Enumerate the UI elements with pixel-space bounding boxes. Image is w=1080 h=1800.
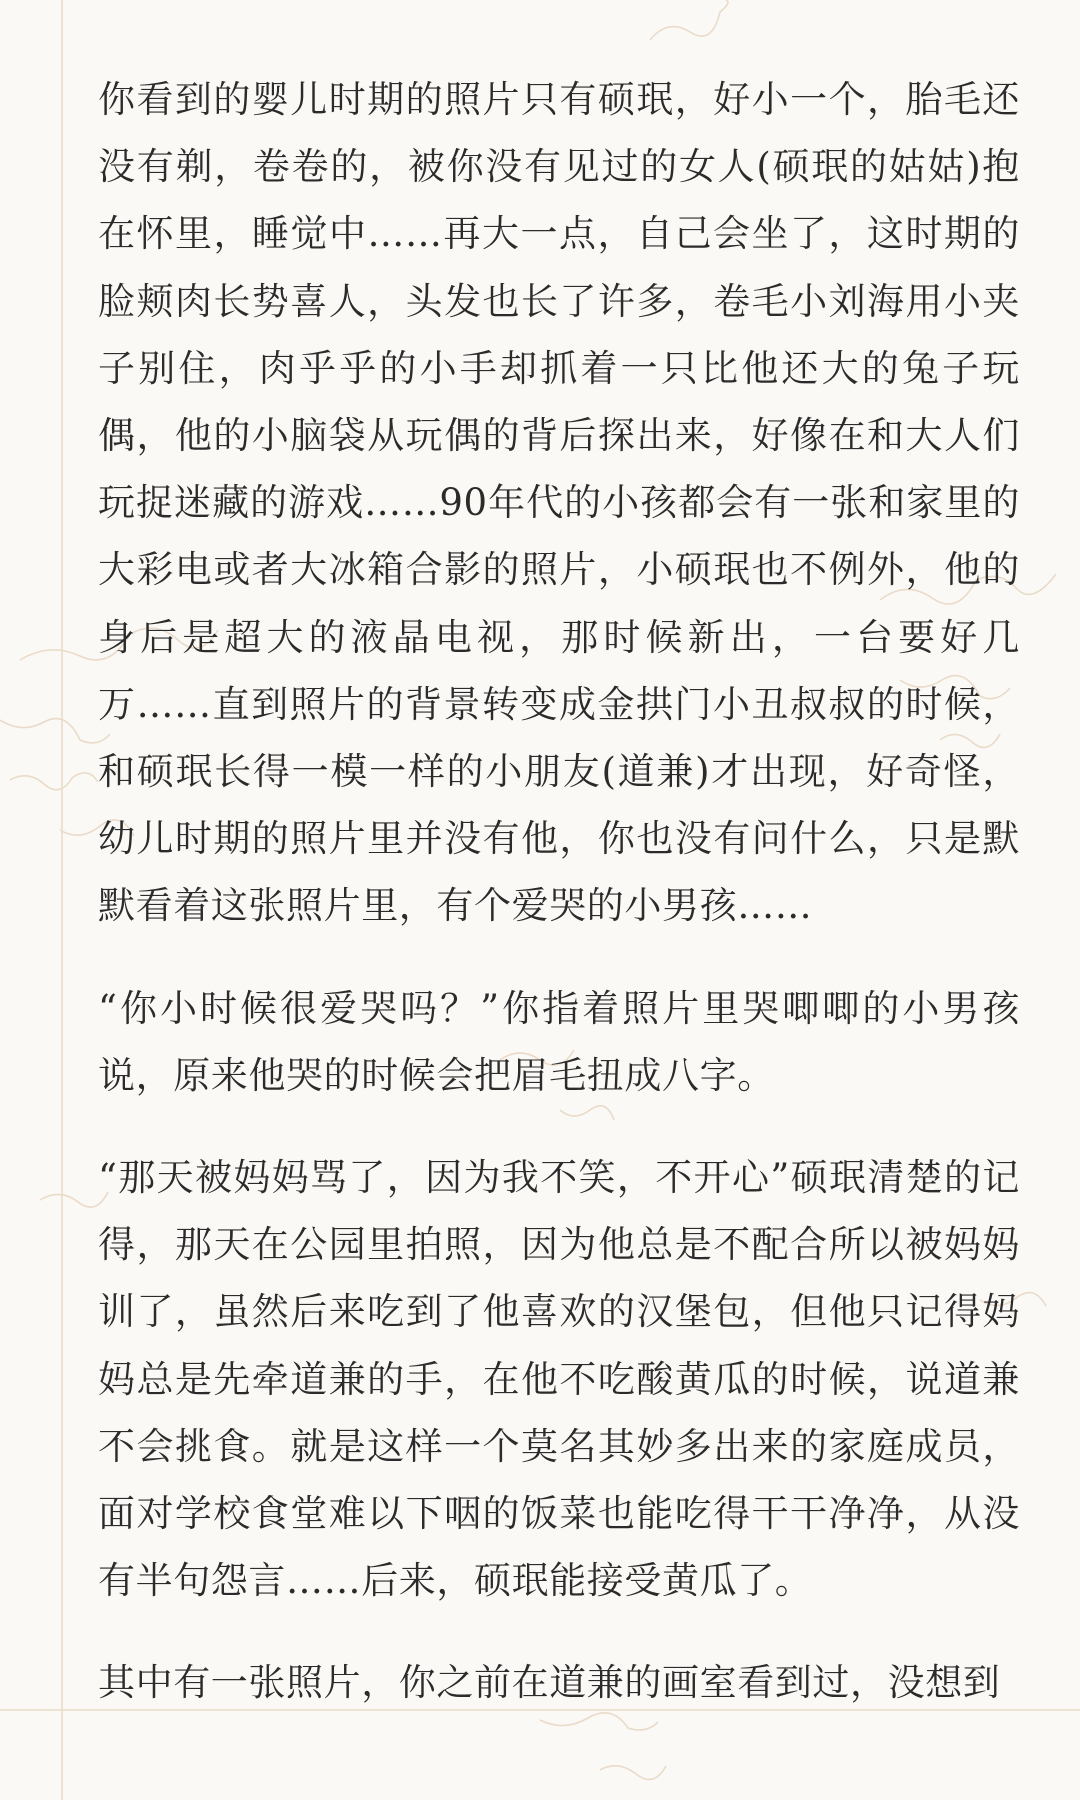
map-contour — [600, 1766, 666, 1780]
paragraph: 你看到的婴儿时期的照片只有硕珉，好小一个，胎毛还没有剃，卷卷的，被你没有见过的女人(硕珉的姑姑)抱在怀里，睡觉中……再大一点，自己会坐了，这时期的脸颊肉长势喜人，头发也长了许多，卷毛小刘海用小夹子别住，肉乎乎的小手却抓着一只比他还大的兔子玩偶，他的小脑袋从玩偶的背后探出来，好像在和大人们玩捉迷藏的游戏……90年代的小孩都会有一张和家里的大彩电或者大冰箱合影的照片，小硕珉也不例外，他的身后是超大的液晶电视，那时候新出，一台要好几万……直到照片的背景转变成金拱门小丑叔叔的时候，和硕珉长得一模一样的小朋友(道兼)才出现，好奇怪，幼儿时期的照片里并没有他，你也没有问什么，只是默默看着这张照片里，有个爱哭的小男孩…… — [98, 78, 1020, 928]
map-contour — [10, 773, 98, 790]
map-contour — [650, 0, 728, 40]
paragraph: “那天被妈妈骂了，因为我不笑，不开心”硕珉清楚的记得，那天在公园里拍照，因为他总是不配合所以被妈妈训了，虽然后来吃到了他喜欢的汉堡包，但他只记得妈妈总是先牵道兼的手，在他不吃酸黄瓜的时候，说道兼不会挑食。就是这样一个莫名其妙多出来的家庭成员，面对学校食堂难以下咽的饭菜也能吃得干干净净，从没有半句怨言……后来，硕珉能接受黄瓜了。 — [98, 1156, 1020, 1603]
paragraph: 其中有一张照片，你之前在道兼的画室看到过，没想到 — [98, 1661, 1001, 1705]
article-body — [98, 66, 1020, 1752]
map-contour — [0, 719, 110, 743]
paragraph: “你小时候很爱哭吗？”你指着照片里哭唧唧的小男孩说，原来他哭的时候会把眉毛扭成八字。 — [98, 986, 1020, 1097]
